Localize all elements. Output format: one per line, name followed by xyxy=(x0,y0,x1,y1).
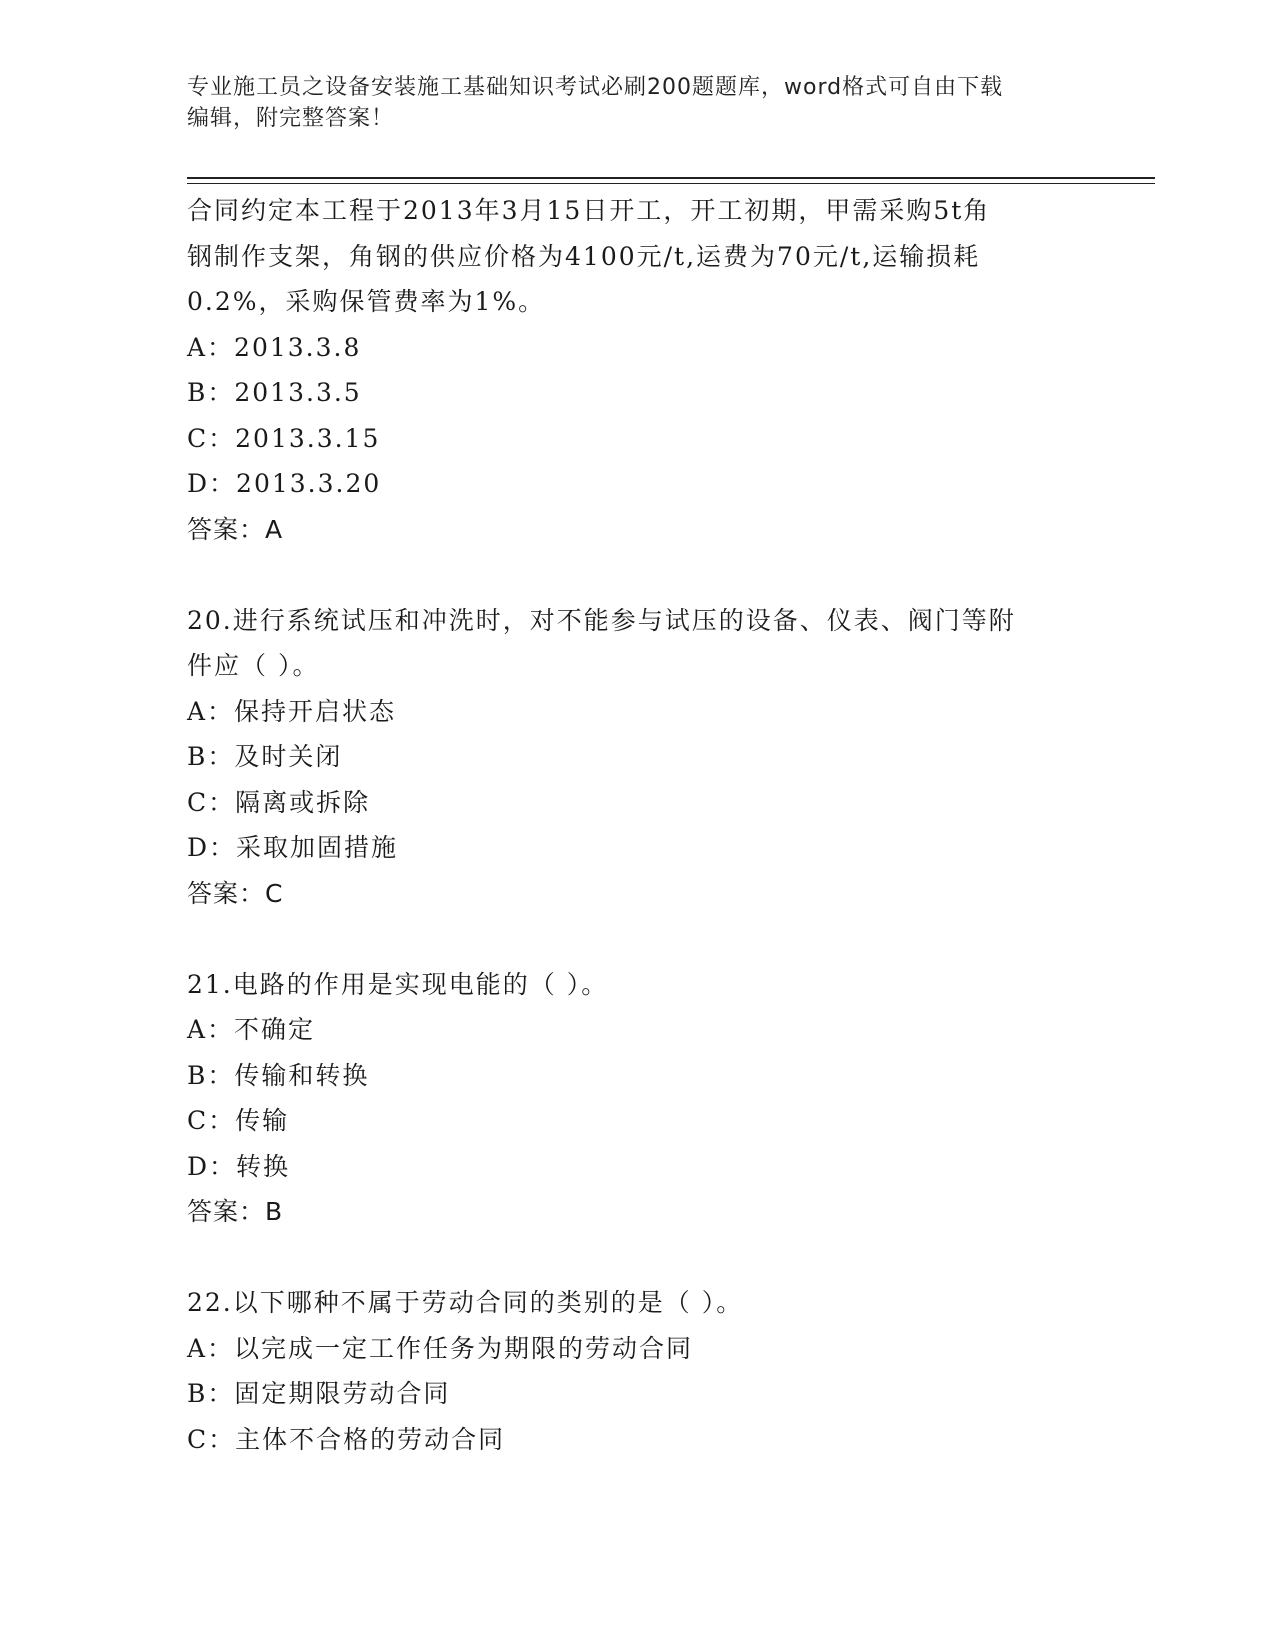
question-stem-line: 合同约定本工程于2013年3月15日开工，开工初期，甲需采购5t角 xyxy=(187,196,991,225)
option-a: A：不确定 xyxy=(187,1015,316,1044)
option-c: C：隔离或拆除 xyxy=(187,787,371,817)
answer-label: 答案：B xyxy=(187,1197,284,1226)
question-21 xyxy=(187,962,1087,1235)
question-stem-line: 20.进行系统试压和冲洗时，对不能参与试压的设备、仪表、阀门等附 xyxy=(187,605,1016,635)
document-header xyxy=(187,72,1087,134)
question-19 xyxy=(187,188,1087,552)
option-c: C：主体不合格的劳动合同 xyxy=(187,1424,506,1454)
header-divider-thin xyxy=(187,183,1155,184)
header-divider-thick xyxy=(187,177,1155,179)
question-20 xyxy=(187,598,1087,917)
option-c: C：2013.3.15 xyxy=(187,423,381,453)
header-line-2: 编辑，附完整答案！ xyxy=(187,106,395,131)
option-d: D：2013.3.20 xyxy=(187,469,382,498)
question-content xyxy=(187,188,1087,1462)
question-stem-line: 钢制作支架，角钢的供应价格为4100元/t,运费为70元/t,运输损耗 xyxy=(187,241,981,271)
option-d: D：转换 xyxy=(187,1151,291,1181)
question-stem-line: 件应（ ）。 xyxy=(187,651,320,680)
option-b: B：及时关闭 xyxy=(187,742,343,771)
option-d: D：采取加固措施 xyxy=(187,833,399,862)
option-b: B：传输和转换 xyxy=(187,1060,370,1090)
option-a: A：以完成一定工作任务为期限的劳动合同 xyxy=(187,1333,694,1363)
option-a: A：保持开启状态 xyxy=(187,696,397,726)
header-line-1: 专业施工员之设备安装施工基础知识考试必刷200题题库，word格式可自由下载 xyxy=(187,75,1004,100)
question-22 xyxy=(187,1280,1087,1462)
option-b: B：2013.3.5 xyxy=(187,378,362,407)
spacer xyxy=(187,1235,1087,1281)
spacer xyxy=(187,916,1087,962)
option-b: B：固定期限劳动合同 xyxy=(187,1379,451,1408)
option-c: C：传输 xyxy=(187,1106,290,1135)
question-stem-line: 21.电路的作用是实现电能的（ ）。 xyxy=(187,969,609,999)
answer-label: 答案：C xyxy=(187,878,284,908)
spacer xyxy=(187,552,1087,598)
option-a: A：2013.3.8 xyxy=(187,332,362,362)
question-stem-line: 0.2%，采购保管费率为1%。 xyxy=(187,287,546,316)
question-stem-line: 22.以下哪种不属于劳动合同的类别的是（ ）。 xyxy=(187,1288,744,1317)
answer-label: 答案：A xyxy=(187,514,284,544)
